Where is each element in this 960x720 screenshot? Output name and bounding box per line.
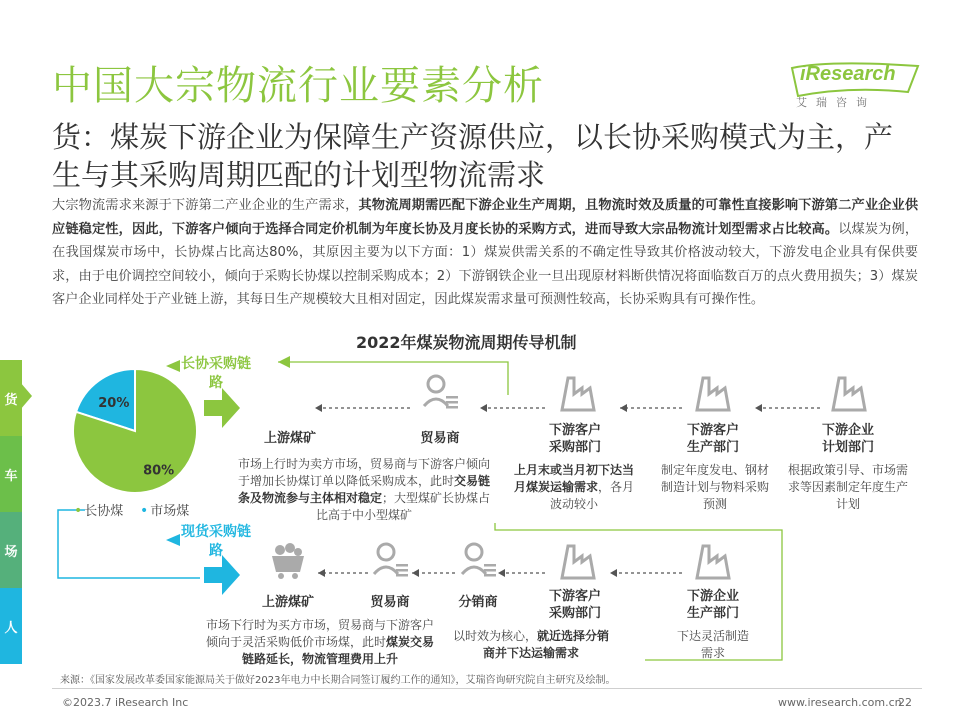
factory-icon: [829, 372, 869, 412]
page-subtitle: 货：煤炭下游企业为保障生产资源供应，以长协采购模式为主，产生与其采购周期匹配的计划型物流需求: [52, 120, 894, 192]
long-chain-label: [181, 355, 251, 393]
desc-text: 市场上行时为卖方市场，贸易商与下游客户倾向于增加长协煤订单以降低采购成本，此时: [237, 457, 490, 488]
intro-text-1: 大宗物流需求来源于下游第二产业企业的生产需求，: [52, 198, 359, 213]
legend-market-marker: •: [140, 503, 149, 519]
desc-bold: 煤炭交易链路延长，物流管理费用上升: [241, 635, 435, 666]
top-feedback-line: [278, 362, 508, 395]
factory-icon: [693, 540, 733, 580]
chart-title: 2022年煤炭物流周期传导机制: [356, 333, 577, 352]
bottom-mine-label: 上游煤矿: [261, 595, 314, 610]
legend-long: [74, 500, 123, 519]
intro-text-2: 以煤炭为例，在我国煤炭市场中，长协煤占比高达80%，其原因主要为以下方面：1）煤炭供需关系的不确定性导致其价格波动较大，下游发电企业具有保供要求，由于电价调控空间较小，倾向于采购长协煤以控制采购成本；2）下游钢铁企业一旦出现原材料断供情况将面临数百万的点火费用损失；3）煤炭客户企业同样处于产业链上游，其每日生产规模较大且相对固定，因此煤炭需求量可预测性较高，长协采购具有可操作性。: [52, 221, 919, 307]
factory-icon: [558, 372, 598, 412]
bottom-trader-label: 贸易商: [370, 595, 410, 610]
intro-text-bold: 其物流周期需匹配下游企业生产周期，且物流时效及质量的可靠性直接影响下游第二产业企业供应链稳定性，因此，下游客户倾向于选择合同定价机制为年度长协及月度长协的采购方式，进而导致大宗品物流计划型需求占比较高。: [52, 198, 919, 237]
legend-market-label: 市场煤: [150, 504, 190, 519]
long-chain-arrow: [204, 388, 240, 428]
page-title: 中国大宗物流行业要素分析: [52, 63, 544, 109]
top-mine-desc: [236, 456, 492, 524]
feedback-arrowhead: [278, 356, 290, 368]
legend-market: [140, 500, 189, 519]
pie-label-long: 80%: [143, 463, 175, 479]
bottom-enterprise-prod-desc: 下达灵活制造需求: [676, 629, 749, 660]
page-number: 22: [898, 696, 912, 709]
top-enterprise-plan-desc: 根据政策引导、市场需求等因素制定年度生产计划: [788, 463, 909, 511]
copyright: ©2023.7 iResearch Inc: [62, 696, 189, 709]
coal-cart-icon: [268, 540, 308, 580]
side-tab-label: 车: [4, 468, 18, 484]
desc-bold: 上月末或当月初下达当月煤炭运输需求: [513, 463, 634, 494]
website-link[interactable]: www.iresearch.com.cn: [778, 696, 902, 709]
spot-chain-text: 现货采购链路: [181, 524, 251, 559]
factory-icon: [693, 372, 733, 412]
spot-chain-pointer: [166, 534, 180, 546]
desc-bold: 就近选择分销商并下达运输需求: [482, 629, 610, 660]
bottom-mine-desc: [204, 617, 436, 668]
legend-long-label: 长协煤: [84, 504, 124, 519]
logo-text: iResearch: [800, 63, 896, 85]
spot-chain-label: [181, 523, 251, 561]
top-mine-label: 上游煤矿: [263, 431, 316, 446]
long-chain-text: 长协采购链路: [181, 356, 251, 391]
bottom-distributor-label: 分销商: [458, 595, 498, 610]
desc-text: ；大型煤矿长协煤占比高于中小型煤矿: [315, 491, 491, 522]
top-customer-buy-desc: [512, 462, 636, 513]
trader-person-icon: [420, 372, 460, 412]
legend-long-marker: •: [74, 503, 83, 519]
source-note: 来源：《国家发展改革委国家能源局关于做好2023年电力中长期合同签订履约工作的通知》，艾瑞咨询研究院自主研究及绘制。: [60, 675, 616, 686]
top-enterprise-plan-label: 下游企业 计划部门: [821, 423, 874, 455]
pie-label-market: 20%: [98, 395, 130, 411]
desc-text: ，各月波动较小: [549, 480, 635, 511]
desc-text: 市场下行时为买方市场，贸易商与下游客户倾向于灵活采购低价市场煤，此时: [205, 618, 434, 649]
logo-subtitle: 艾瑞咨询: [796, 96, 876, 109]
desc-text: 以时效为核心，: [452, 629, 537, 643]
factory-icon: [558, 540, 598, 580]
spot-chain-arrow: [204, 555, 240, 595]
desc-bold: 交易链条及物流参与主体相对稳定: [237, 474, 491, 505]
top-trader-label: 贸易商: [420, 431, 460, 446]
side-tab-label: 货: [4, 392, 18, 408]
distributor-person-icon: [458, 540, 498, 580]
side-tab-label: 场: [4, 544, 18, 560]
trader-person-icon: [370, 540, 410, 580]
bottom-enterprise-prod-label: 下游企业 生产部门: [686, 589, 739, 621]
bottom-customer-buy-label: 下游客户 采购部门: [548, 589, 601, 621]
side-tab-label: 人: [4, 620, 18, 636]
top-customer-buy-label: 下游客户 采购部门: [548, 423, 601, 455]
top-customer-prod-label: 下游客户 生产部门: [686, 423, 739, 455]
bottom-distributor-desc: [452, 628, 610, 662]
footer-divider: [52, 688, 922, 689]
top-customer-prod-desc: 制定年度发电、钢材制造计划与物料采购预测: [660, 463, 769, 511]
